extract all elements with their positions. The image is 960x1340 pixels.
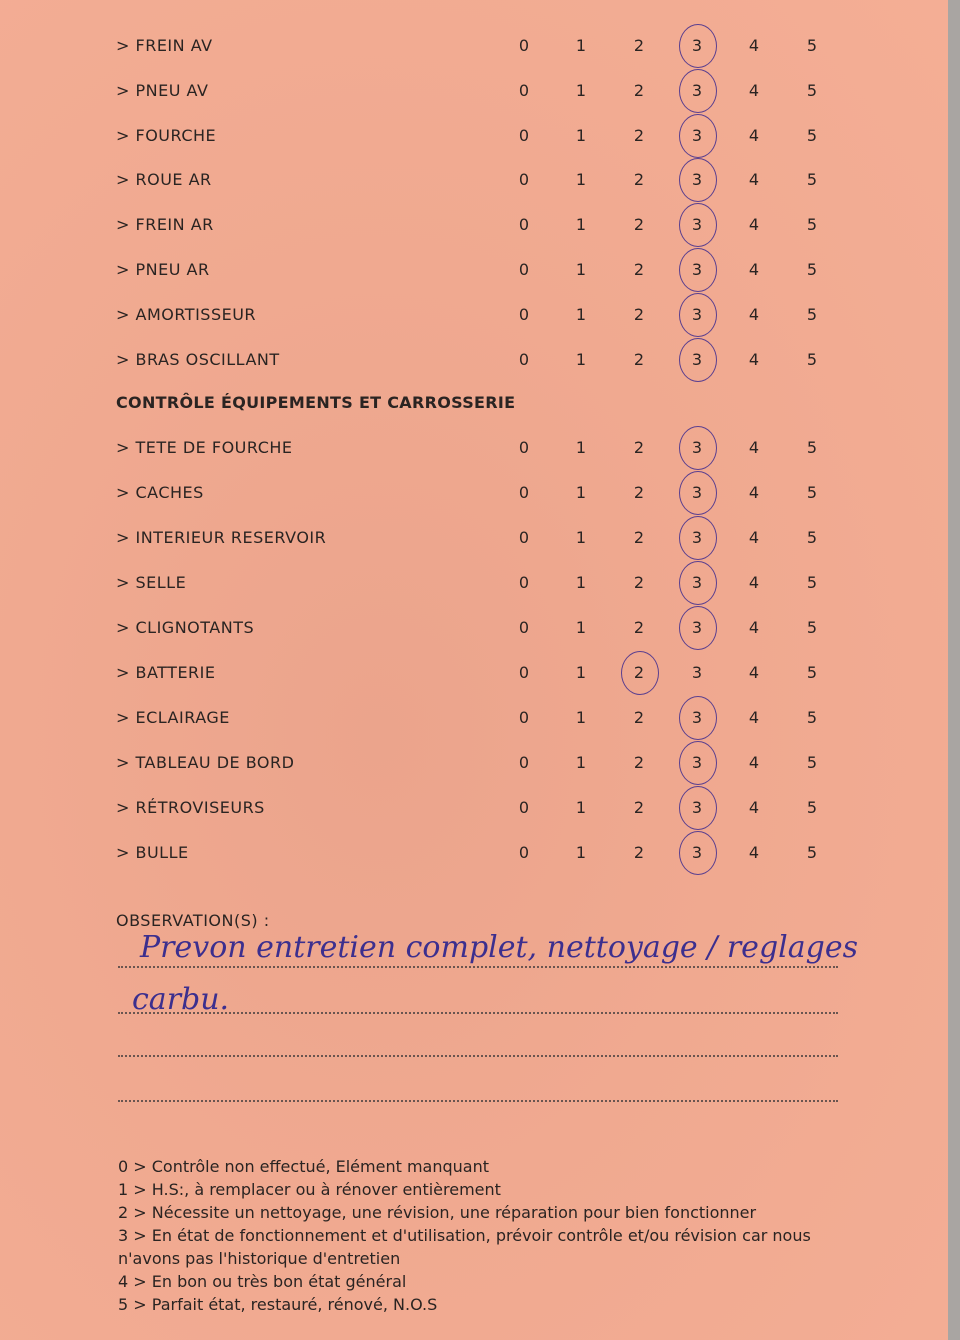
grade-1: 1 [575, 618, 587, 637]
item-label: > FREIN AR [116, 215, 214, 235]
observation-line [118, 966, 838, 968]
grade-3: 3 [691, 798, 703, 817]
grade-3: 3 [691, 663, 703, 682]
legend-line: 2 > Nécessite un nettoyage, une révision, une réparation pour bien fonctionner [118, 1203, 757, 1222]
grade-3: 3 [691, 80, 703, 100]
grade-3: 3 [691, 170, 703, 190]
grade-1: 1 [575, 798, 587, 817]
item-label: > PNEU AR [116, 260, 210, 279]
grade-0: 0 [518, 170, 530, 190]
item-label: > FOURCHE [116, 125, 217, 145]
grade-4: 4 [748, 80, 760, 100]
grade-4: 4 [748, 304, 760, 324]
legend-line: 1 > H.S:, à remplacer ou à rénover entièrement [118, 1180, 501, 1199]
checklist-row [116, 122, 836, 152]
grade-4: 4 [748, 573, 760, 592]
checklist-row [116, 839, 836, 869]
grade-0: 0 [518, 573, 530, 592]
legend-line: 5 > Parfait état, restauré, rénové, N.O.S [118, 1295, 438, 1314]
grade-5: 5 [806, 215, 818, 235]
checklist-row [116, 569, 836, 599]
grade-2: 2 [633, 798, 645, 817]
grading-legend [118, 1155, 848, 1316]
handwritten-circle-mark [679, 69, 717, 113]
grade-4: 4 [748, 753, 760, 772]
grade-4: 4 [748, 528, 760, 547]
checklist-row [116, 479, 836, 509]
grade-5: 5 [806, 125, 818, 145]
observations-title: OBSERVATION(S) : [116, 911, 270, 930]
grade-4: 4 [748, 438, 760, 457]
grade-3: 3 [691, 36, 703, 55]
item-label: > PNEU AV [116, 80, 209, 100]
handwritten-circle-mark [679, 516, 717, 560]
grade-5: 5 [806, 80, 818, 100]
handwritten-circle-mark [679, 606, 717, 650]
grade-4: 4 [748, 170, 760, 190]
checklist-row [116, 166, 836, 196]
item-label: > SELLE [116, 573, 187, 592]
grade-2: 2 [633, 304, 645, 324]
item-label: > CLIGNOTANTS [116, 618, 255, 637]
grade-0: 0 [518, 528, 530, 547]
item-label: > INTERIEUR RESERVOIR [116, 528, 327, 547]
grade-3: 3 [691, 260, 703, 279]
grade-1: 1 [575, 215, 587, 235]
handwritten-circle-mark [621, 651, 659, 695]
grade-5: 5 [806, 260, 818, 279]
item-label: > TETE DE FOURCHE [116, 438, 293, 457]
item-label: > AMORTISSEUR [116, 304, 257, 324]
grade-2: 2 [633, 438, 645, 457]
grade-1: 1 [575, 349, 587, 369]
grade-5: 5 [806, 528, 818, 547]
checklist-row [116, 794, 836, 824]
handwritten-circle-mark [679, 786, 717, 830]
grade-4: 4 [748, 36, 760, 55]
item-label: > FREIN AV [116, 36, 213, 55]
grade-5: 5 [806, 798, 818, 817]
handwritten-circle-mark [679, 114, 717, 158]
observation-line [118, 1100, 838, 1102]
grade-0: 0 [518, 843, 530, 862]
grade-0: 0 [518, 260, 530, 279]
grade-5: 5 [806, 170, 818, 190]
observation-line [118, 1055, 838, 1057]
checklist-row [116, 704, 836, 734]
checklist-row [116, 659, 836, 689]
grade-2: 2 [633, 170, 645, 190]
handwritten-circle-mark [679, 158, 717, 202]
checklist-row [116, 524, 836, 554]
grade-1: 1 [575, 483, 587, 502]
grade-1: 1 [575, 125, 587, 145]
observation-line [118, 1012, 838, 1014]
legend-line: 3 > En état de fonctionnement et d'utilisation, prévoir contrôle et/ou révision car nous [118, 1226, 811, 1245]
grade-1: 1 [575, 573, 587, 592]
handwritten-circle-mark [679, 248, 717, 292]
grade-0: 0 [518, 483, 530, 502]
grade-3: 3 [691, 528, 703, 547]
handwritten-circle-mark [679, 426, 717, 470]
grade-1: 1 [575, 80, 587, 100]
grade-3: 3 [691, 215, 703, 235]
grade-2: 2 [633, 349, 645, 369]
handwritten-circle-mark [679, 471, 717, 515]
grade-2: 2 [633, 215, 645, 235]
checklist-row [116, 301, 836, 331]
grade-3: 3 [691, 349, 703, 369]
grade-5: 5 [806, 843, 818, 862]
legend-line: n'avons pas l'historique d'entretien [118, 1249, 401, 1268]
grade-5: 5 [806, 438, 818, 457]
grade-1: 1 [575, 36, 587, 55]
observation-handwritten-line-2: carbu. [132, 982, 230, 1017]
grade-4: 4 [748, 618, 760, 637]
grade-1: 1 [575, 753, 587, 772]
grade-2: 2 [633, 80, 645, 100]
grade-5: 5 [806, 304, 818, 324]
item-label: > TABLEAU DE BORD [116, 753, 295, 772]
grade-1: 1 [575, 708, 587, 727]
handwritten-circle-mark [679, 293, 717, 337]
item-label: > RÉTROVISEURS [116, 798, 265, 817]
grade-3: 3 [691, 573, 703, 592]
checklist-row [116, 211, 836, 241]
handwritten-circle-mark [679, 741, 717, 785]
item-label: > ROUE AR [116, 170, 212, 190]
grade-5: 5 [806, 618, 818, 637]
grade-2: 2 [633, 36, 645, 55]
grade-0: 0 [518, 80, 530, 100]
grade-2: 2 [633, 753, 645, 772]
grade-3: 3 [691, 438, 703, 457]
grade-5: 5 [806, 753, 818, 772]
grade-4: 4 [748, 215, 760, 235]
section-title: CONTRÔLE ÉQUIPEMENTS ET CARROSSERIE [116, 393, 516, 412]
grade-0: 0 [518, 349, 530, 369]
grade-1: 1 [575, 438, 587, 457]
checklist-row [116, 749, 836, 779]
grade-5: 5 [806, 573, 818, 592]
grade-3: 3 [691, 708, 703, 727]
handwritten-circle-mark [679, 696, 717, 740]
grade-0: 0 [518, 36, 530, 55]
grade-2: 2 [633, 125, 645, 145]
grade-4: 4 [748, 708, 760, 727]
handwritten-circle-mark [679, 831, 717, 875]
grade-5: 5 [806, 36, 818, 55]
grade-1: 1 [575, 304, 587, 324]
grade-2: 2 [633, 260, 645, 279]
grade-2: 2 [633, 528, 645, 547]
grade-4: 4 [748, 798, 760, 817]
grade-1: 1 [575, 170, 587, 190]
grade-5: 5 [806, 663, 818, 682]
legend-line: 4 > En bon ou très bon état général [118, 1272, 407, 1291]
grade-4: 4 [748, 349, 760, 369]
grade-2: 2 [633, 708, 645, 727]
item-label: > BRAS OSCILLANT [116, 349, 280, 369]
handwritten-circle-mark [679, 338, 717, 382]
grade-2: 2 [633, 483, 645, 502]
item-label: > CACHES [116, 483, 204, 502]
grade-5: 5 [806, 708, 818, 727]
grade-0: 0 [518, 125, 530, 145]
checklist-row [116, 434, 836, 464]
grade-4: 4 [748, 483, 760, 502]
item-label: > BATTERIE [116, 663, 216, 682]
grade-2: 2 [633, 843, 645, 862]
checklist-row [116, 77, 836, 107]
grade-0: 0 [518, 798, 530, 817]
grade-0: 0 [518, 708, 530, 727]
handwritten-circle-mark [679, 561, 717, 605]
grade-2: 2 [633, 573, 645, 592]
checklist-row [116, 614, 836, 644]
handwritten-circle-mark [679, 203, 717, 247]
grade-1: 1 [575, 843, 587, 862]
grade-3: 3 [691, 304, 703, 324]
grade-3: 3 [691, 125, 703, 145]
item-label: > ECLAIRAGE [116, 708, 230, 727]
grade-0: 0 [518, 438, 530, 457]
item-label: > BULLE [116, 843, 189, 862]
grade-3: 3 [691, 753, 703, 772]
grade-3: 3 [691, 618, 703, 637]
grade-1: 1 [575, 260, 587, 279]
grade-3: 3 [691, 483, 703, 502]
grade-1: 1 [575, 663, 587, 682]
grade-3: 3 [691, 843, 703, 862]
grade-4: 4 [748, 260, 760, 279]
grade-5: 5 [806, 483, 818, 502]
grade-0: 0 [518, 618, 530, 637]
grade-2: 2 [633, 663, 645, 682]
grade-0: 0 [518, 753, 530, 772]
checklist-row [116, 32, 836, 62]
grade-1: 1 [575, 528, 587, 547]
grade-0: 0 [518, 304, 530, 324]
grade-4: 4 [748, 663, 760, 682]
grade-0: 0 [518, 663, 530, 682]
grade-2: 2 [633, 618, 645, 637]
checklist-row [116, 346, 836, 376]
observation-handwritten-line-1: Prevon entretien complet, nettoyage / reglages [140, 930, 858, 965]
grade-5: 5 [806, 349, 818, 369]
checklist-row [116, 256, 836, 286]
grade-4: 4 [748, 843, 760, 862]
grade-0: 0 [518, 215, 530, 235]
handwritten-circle-mark [679, 24, 717, 68]
grade-4: 4 [748, 125, 760, 145]
legend-line: 0 > Contrôle non effectué, Elément manquant [118, 1157, 489, 1176]
